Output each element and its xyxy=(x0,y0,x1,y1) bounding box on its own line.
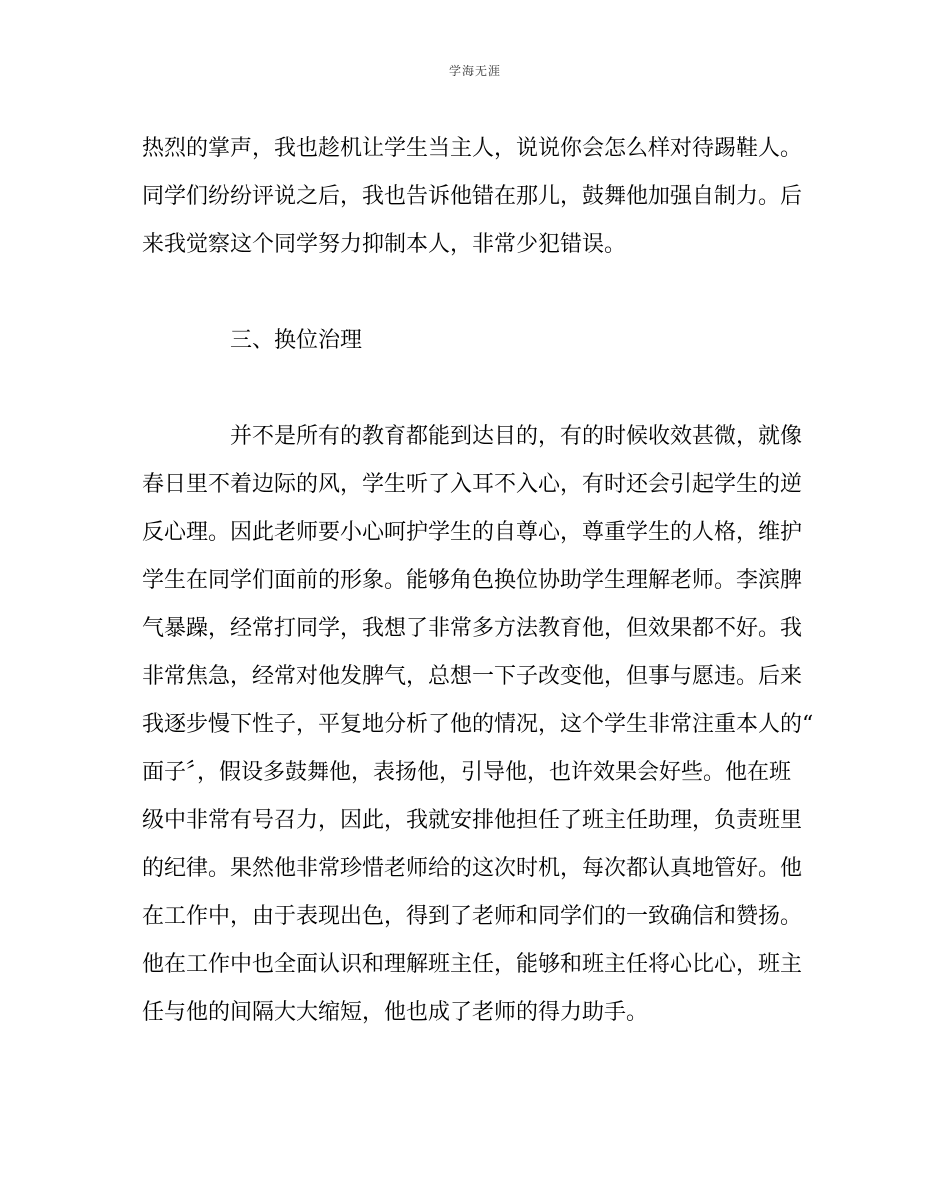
text-line: 热烈的掌声，我也趁机让学生当主人，说说你会怎么样对待踢鞋人。 xyxy=(142,136,803,161)
paragraph xyxy=(142,125,810,269)
text-line: 的纪律。果然他非常珍惜老师给的这次时机，每次都认真地管好。他 xyxy=(142,856,803,881)
text-line: 来我觉察这个同学努力抑制本人，非常少犯错误。 xyxy=(142,232,627,257)
text-line: 学生在同学们面前的形象。能够角色换位协助学生理解老师。李滨脾 xyxy=(142,568,803,593)
text-line: 反心理。因此老师要小心呵护学生的自尊心，尊重学生的人格，维护 xyxy=(142,520,803,545)
text-line: 同学们纷纷评说之后，我也告诉他错在那儿，鼓舞他加强自制力。后 xyxy=(142,184,803,209)
text-line: 非常焦急，经常对他发脾气，总想一下子改变他，但事与愿违。后来 xyxy=(142,664,803,689)
text-line: 春日里不着边际的风，学生听了入耳不入心，有时还会引起学生的逆 xyxy=(142,472,803,497)
paragraph-spacer xyxy=(142,365,810,413)
text-line: 他在工作中也全面认识和理解班主任，能够和班主任将心比心，班主 xyxy=(142,952,803,977)
text-line: 面子〞，假设多鼓舞他，表扬他，引导他，也许效果会好些。他在班 xyxy=(142,760,792,785)
text-line: 任与他的间隔大大缩短，他也成了老师的得力助手。 xyxy=(142,1000,649,1025)
paragraph-spacer xyxy=(142,269,810,317)
text-line: 气暴躁，经常打同学，我想了非常多方法教育他，但效果都不好。我 xyxy=(142,616,803,641)
paragraph xyxy=(142,413,814,1037)
section-heading: 三、换位治理 xyxy=(230,328,363,353)
text-line: 级中非常有号召力，因此，我就安排他担任了班主任助理，负责班里 xyxy=(142,808,803,833)
text-line: 在工作中，由于表现出色，得到了老师和同学们的一致确信和赞扬。 xyxy=(142,904,803,929)
text-line: 并不是所有的教育都能到达目的，有的时候收效甚微，就像 xyxy=(230,424,803,449)
document-body xyxy=(142,125,814,1037)
text-line: 我逐步慢下性子，平复地分析了他的情况，这个学生非常注重本人的“ xyxy=(142,712,814,737)
page-header: 学海无涯 xyxy=(448,64,501,78)
